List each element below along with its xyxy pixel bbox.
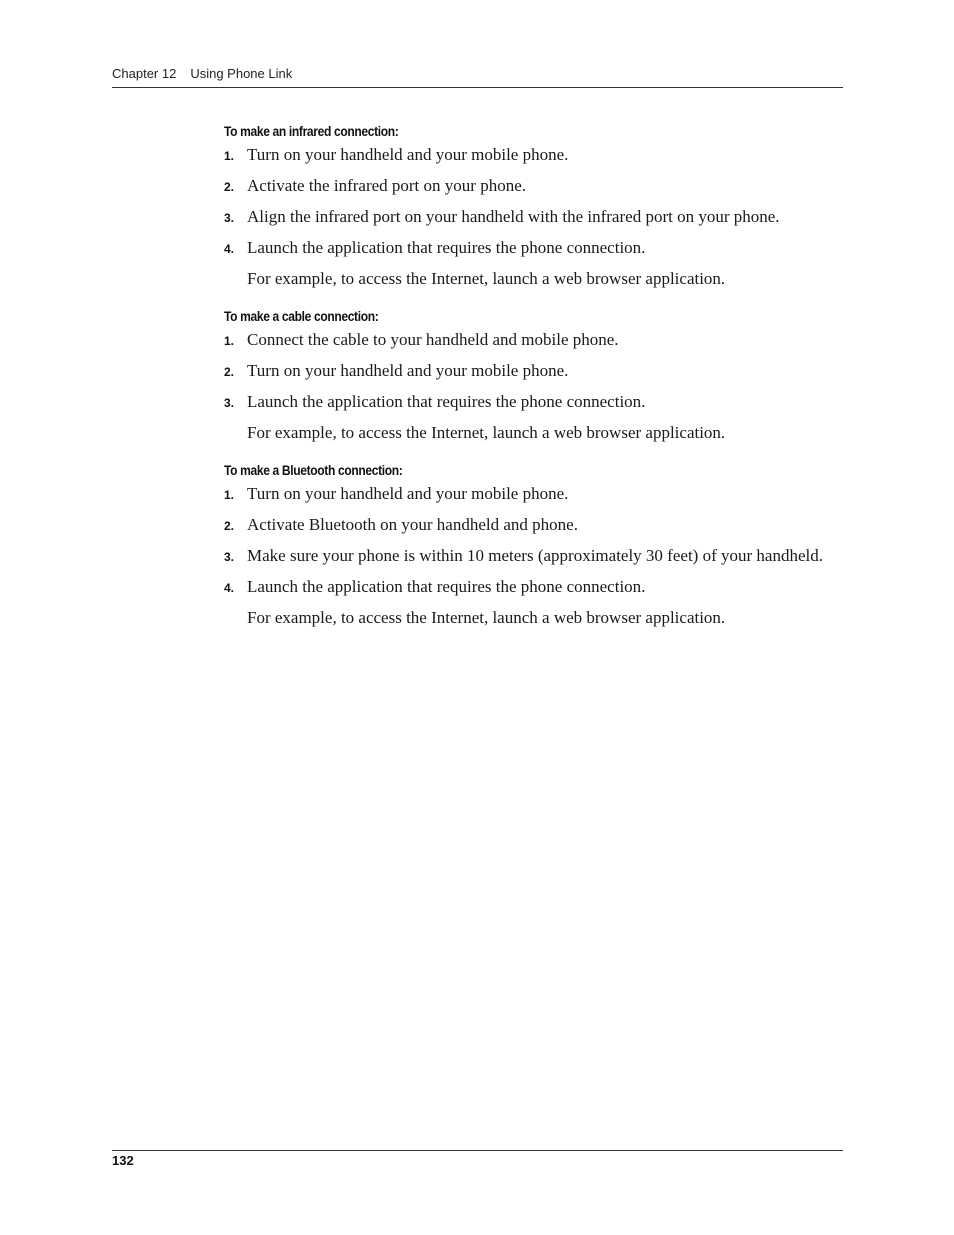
- chapter-title: Using Phone Link: [190, 66, 293, 81]
- step-note: For example, to access the Internet, launch a web browser application.: [247, 608, 726, 627]
- step-number: 3.: [224, 396, 235, 410]
- step-number: 2.: [224, 180, 235, 194]
- step-number: 4.: [224, 242, 235, 256]
- step-number: 1.: [224, 488, 235, 502]
- steps-list: [224, 330, 846, 412]
- list-item: [224, 238, 846, 258]
- step-text: Turn on your handheld and your mobile phone.: [247, 145, 569, 164]
- step-text: Turn on your handheld and your mobile phone.: [247, 484, 569, 503]
- running-header: [112, 66, 843, 81]
- list-item: [224, 484, 846, 504]
- section-heading: To make a cable connection:: [224, 308, 379, 324]
- footer-divider: [112, 1150, 843, 1151]
- step-note: For example, to access the Internet, launch a web browser application.: [247, 423, 726, 442]
- list-item: [224, 145, 846, 165]
- chapter-label: Chapter 12: [112, 66, 177, 81]
- steps-list: [224, 484, 846, 597]
- section-heading: To make an infrared connection:: [224, 123, 399, 139]
- list-item: [224, 176, 846, 196]
- list-item: [224, 546, 846, 566]
- step-number: 3.: [224, 550, 235, 564]
- header-divider: [112, 87, 843, 88]
- step-text: Launch the application that requires the phone connection.: [247, 392, 646, 411]
- step-number: 4.: [224, 581, 235, 595]
- page-content: [224, 121, 846, 628]
- section-infrared-connection: [224, 121, 846, 289]
- step-number: 1.: [224, 149, 235, 163]
- step-text: Make sure your phone is within 10 meters (approximately 30 feet) of your handheld.: [247, 546, 823, 565]
- steps-list: [224, 145, 846, 258]
- section-heading: To make a Bluetooth connection:: [224, 462, 403, 478]
- step-text: Launch the application that requires the phone connection.: [247, 238, 646, 257]
- step-text: Turn on your handheld and your mobile phone.: [247, 361, 569, 380]
- step-note: For example, to access the Internet, launch a web browser application.: [247, 269, 726, 288]
- step-number: 1.: [224, 334, 235, 348]
- list-item: [224, 207, 846, 227]
- step-text: Align the infrared port on your handheld with the infrared port on your phone.: [247, 207, 780, 226]
- step-number: 3.: [224, 211, 235, 225]
- list-item: [224, 392, 846, 412]
- step-text: Activate Bluetooth on your handheld and phone.: [247, 515, 578, 534]
- step-number: 2.: [224, 519, 235, 533]
- step-text: Activate the infrared port on your phone.: [247, 176, 526, 195]
- section-cable-connection: [224, 306, 846, 443]
- list-item: [224, 361, 846, 381]
- list-item: [224, 577, 846, 597]
- step-number: 2.: [224, 365, 235, 379]
- page-number: 132: [112, 1153, 134, 1168]
- step-text: Launch the application that requires the phone connection.: [247, 577, 646, 596]
- step-text: Connect the cable to your handheld and mobile phone.: [247, 330, 619, 349]
- list-item: [224, 330, 846, 350]
- list-item: [224, 515, 846, 535]
- section-bluetooth-connection: [224, 460, 846, 628]
